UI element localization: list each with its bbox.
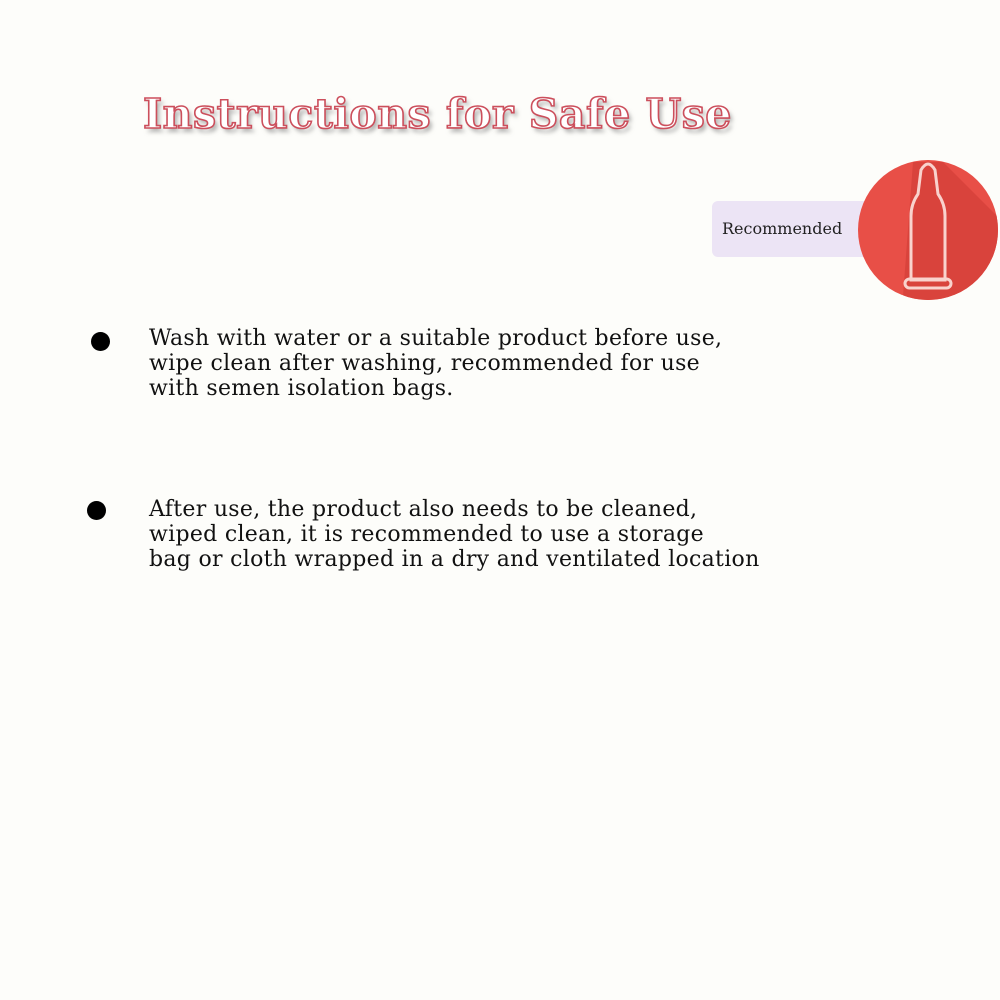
bullet-line: wiped clean, it is recommended to use a storage [149,522,704,547]
page-title: Instructions for Safe Use [143,90,732,138]
condom-icon [858,154,1000,304]
bullet-point-icon [91,332,110,351]
bullet-line: wipe clean after washing, recommended for use [149,351,700,376]
bullet-line: Wash with water or a suitable product before use, [149,326,723,351]
bullet-point-icon [87,501,106,520]
bullet-text [149,326,722,401]
bullet-line: After use, the product also needs to be cleaned, [149,497,698,522]
bullet-text [149,497,760,572]
bullet-line: with semen isolation bags. [149,376,454,401]
recommended-label: Recommended [712,201,872,257]
bullet-line: bag or cloth wrapped in a dry and ventilated location [149,547,760,572]
